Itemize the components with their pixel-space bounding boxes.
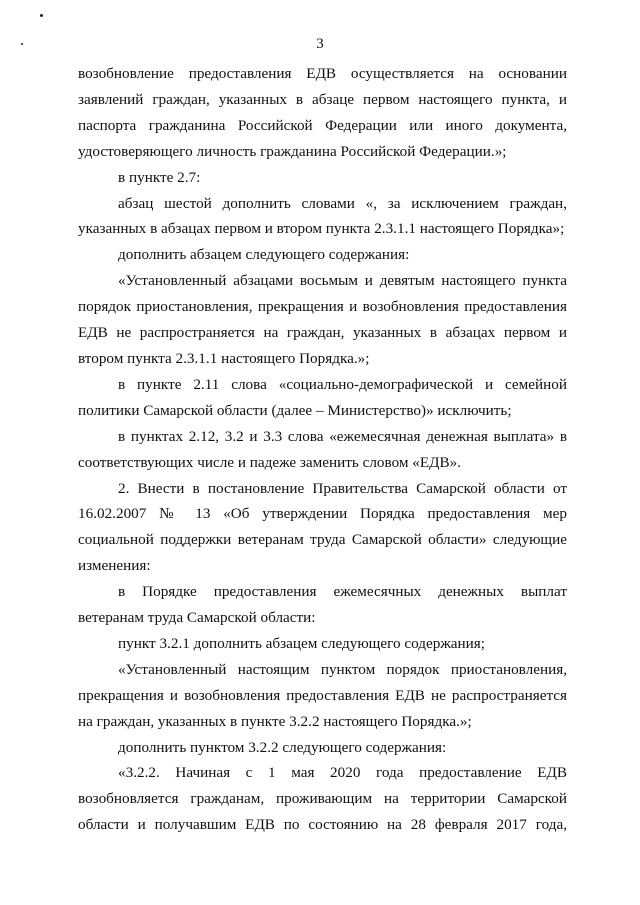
paragraph: дополнить абзацем следующего содержания: xyxy=(118,246,410,264)
paragraph: абзац шестой дополнить словами «, за исключением граждан, указанных в абзацах первом и втором пункта 2.3.1.1 настоящего Порядка»; xyxy=(78,194,567,238)
paragraph: дополнить пунктом 3.2.2 следующего содержания: xyxy=(118,738,447,756)
page-number: 3 xyxy=(316,36,324,52)
paragraph: в пункте 2.7: xyxy=(118,168,201,186)
paragraph: «Установленный настоящим пунктом порядок приостановления, прекращения и возобновления предоставления ЕДВ не распространяется на граждан, указанных в пункте 3.2.2 настоящего Порядка.»; xyxy=(78,660,567,730)
paragraph-continuation: возобновление предоставления ЕДВ осуществляется на основании заявлений граждан, указанных в абзаце первом настоящего пункта, и паспорта гражданина Российской Федерации или иного документа, удостоверяющего личность гражданина Российской Федерации.»; xyxy=(78,65,567,160)
paragraph: в Порядке предоставления ежемесячных денежных выплат ветеранам труда Самарской области: xyxy=(78,583,567,627)
paragraph: «3.2.2. Начиная с 1 мая 2020 года предоставление ЕДВ возобновляется гражданам, проживающим на территории Самарской области и получавшим ЕДВ по состоянию на 28 февраля 2017 года, xyxy=(78,764,567,834)
scan-speck xyxy=(40,14,43,17)
paragraph: в пункте 2.11 слова «социально-демографической и семейной политики Самарской области (далее – Министерство)» исключить; xyxy=(78,375,567,419)
paragraph: «Установленный абзацами восьмым и девятым настоящего пункта порядок приостановления, прекращения и возобновления предоставления ЕДВ не распространяется на граждан, указанных в абзацах первом и втором пункта 2.3.1.1 настоящего Порядка.»; xyxy=(78,272,567,367)
paragraph-section-2: 2. Внести в постановление Правительства Самарской области от 16.02.2007 № 13 «Об утверждении Порядка предоставления мер социальной поддержки ветеранам труда Самарской области» следующие изменения: xyxy=(78,479,567,575)
paragraph: в пунктах 2.12, 3.2 и 3.3 слова «ежемесячная денежная выплата» в соответствующих числе и падеже заменить словом «ЕДВ». xyxy=(78,427,567,471)
paragraph: пункт 3.2.1 дополнить абзацем следующего содержания; xyxy=(118,634,486,652)
document-body xyxy=(78,61,567,838)
